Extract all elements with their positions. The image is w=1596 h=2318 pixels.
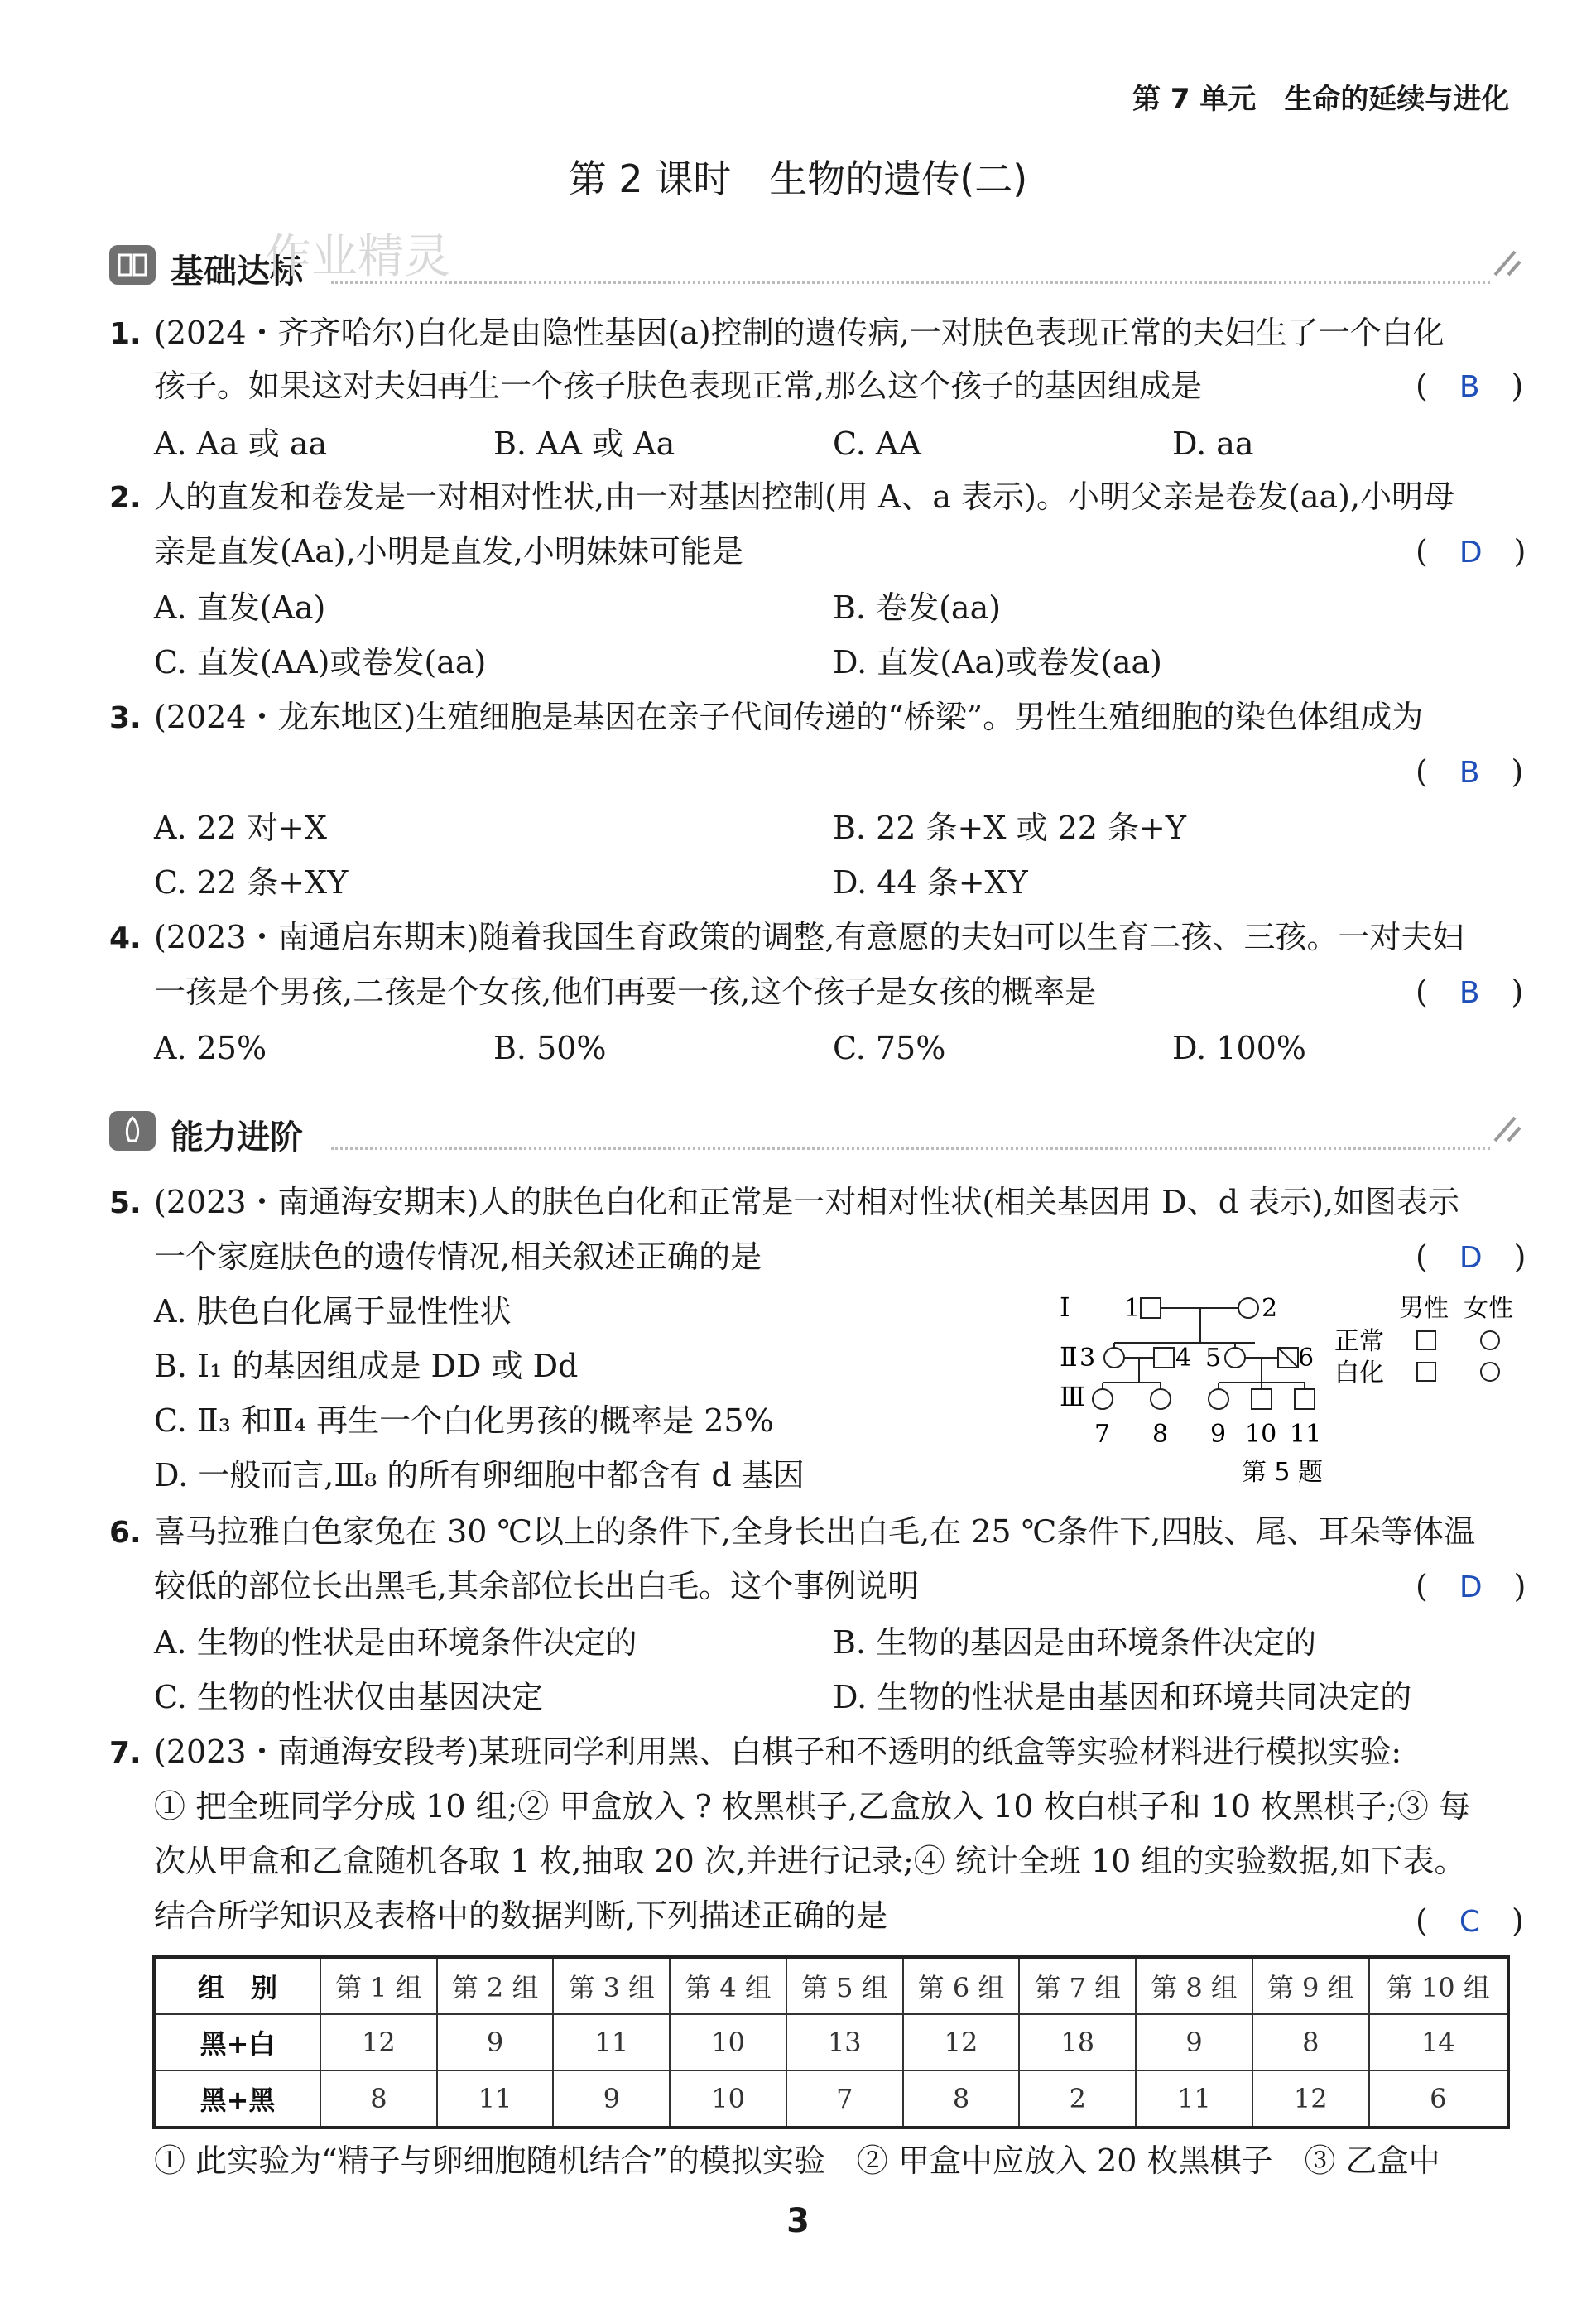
option: C. 22 条+XY xyxy=(154,864,349,901)
legend-male-label: 男性 xyxy=(1399,1294,1449,1323)
question-number: 3. xyxy=(109,701,142,735)
table-cell: 12 xyxy=(903,2014,1020,2070)
question-text: (2024・龙东地区)生殖细胞是基因在亲子代间传递的“桥梁”。男性生殖细胞的染色体组成为 xyxy=(154,699,1424,735)
member-2-normal-female xyxy=(1238,1298,1258,1318)
generation-label: Ⅱ xyxy=(1060,1341,1078,1373)
answer-bracket: ( C ) xyxy=(1416,1902,1524,1939)
table-cell: 11 xyxy=(553,2014,670,2070)
member-id: 11 xyxy=(1290,1420,1322,1449)
question-text: 一个家庭肤色的遗传情况,相关叙述正确的是 xyxy=(154,1238,762,1275)
table-header-cell: 第 3 组 xyxy=(553,1957,670,2014)
table-header-cell: 第 8 组 xyxy=(1136,1957,1252,2014)
book-icon xyxy=(109,245,156,285)
legend-female-label: 女性 xyxy=(1464,1294,1513,1323)
question-text: ① 把全班同学分成 10 组;② 甲盒放入 ? 枚黑棋子,乙盒放入 10 枚白棋子和 10 枚黑棋子;③ 每 xyxy=(154,1788,1470,1825)
legend-normal-label: 正常 xyxy=(1334,1327,1384,1356)
pedigree-chart xyxy=(1043,1283,1540,1490)
table-cell: 18 xyxy=(1019,2014,1136,2070)
question-text: (2023・南通海安期末)人的肤色白化和正常是一对相对性状(相关基因用 D、d 表示),如图表示 xyxy=(154,1184,1460,1220)
answer-bracket: ( B ) xyxy=(1416,368,1524,404)
member-id: 7 xyxy=(1094,1420,1111,1449)
pin-icon xyxy=(1490,245,1523,288)
member-4-normal-male xyxy=(1154,1348,1174,1368)
table-header-cell: 第 9 组 xyxy=(1252,1957,1369,2014)
question-number: 2. xyxy=(109,481,142,515)
table-header-cell: 第 5 组 xyxy=(786,1957,903,2014)
table-cell: 11 xyxy=(1136,2070,1252,2128)
answer-letter: B xyxy=(1459,756,1480,790)
member-id: 10 xyxy=(1245,1420,1277,1449)
member-id: 4 xyxy=(1175,1344,1192,1373)
option: A. 25% xyxy=(154,1030,267,1066)
table-cell: 14 xyxy=(1369,2014,1508,2070)
option: D. 一般而言,Ⅲ₈ 的所有卵细胞中都含有 d 基因 xyxy=(154,1457,805,1493)
legend-normal-male xyxy=(1417,1331,1435,1349)
answer-bracket: ( B ) xyxy=(1416,974,1524,1010)
option: C. AA xyxy=(833,426,921,462)
question-text: 人的直发和卷发是一对相对性状,由一对基因控制(用 A、a 表示)。小明父亲是卷发(aa),小明母 xyxy=(154,479,1455,515)
table-row-label: 黑+黑 xyxy=(154,2070,320,2128)
question-number: 7. xyxy=(109,1736,142,1770)
table-cell: 9 xyxy=(437,2014,554,2070)
table-row xyxy=(154,2070,1508,2128)
member-11-normal-male xyxy=(1295,1389,1315,1409)
option: B. 生物的基因是由环境条件决定的 xyxy=(833,1624,1317,1661)
page-title: 第 2 课时 生物的遗传(二) xyxy=(568,156,1028,201)
generation-label: Ⅲ xyxy=(1060,1381,1085,1412)
table-cell: 8 xyxy=(903,2070,1020,2128)
generation-label: Ⅰ xyxy=(1060,1291,1070,1323)
section-advanced-title: 能力进阶 xyxy=(171,1118,303,1157)
question-text: 孩子。如果这对夫妇再生一个孩子肤色表现正常,那么这个孩子的基因组成是 xyxy=(154,368,1203,404)
question-number: 5. xyxy=(109,1186,142,1220)
table-cell: 12 xyxy=(1252,2070,1369,2128)
option: D. 生物的性状是由基因和环境共同决定的 xyxy=(833,1679,1412,1715)
member-10-normal-male xyxy=(1252,1389,1272,1409)
member-7-normal-female xyxy=(1093,1389,1113,1409)
page-number: 3 xyxy=(786,2202,810,2240)
watermark: 作业精灵 xyxy=(265,230,450,284)
answer-letter: D xyxy=(1459,1241,1483,1275)
option: B. 22 条+X 或 22 条+Y xyxy=(833,810,1186,846)
table-cell: 9 xyxy=(553,2070,670,2128)
answer-letter: B xyxy=(1459,976,1480,1010)
table-cell: 7 xyxy=(786,2070,903,2128)
member-id: 3 xyxy=(1079,1344,1096,1373)
question-number: 4. xyxy=(109,921,142,955)
figure-caption: 第 5 题 xyxy=(1242,1458,1324,1487)
option: B. 50% xyxy=(493,1030,607,1066)
experiment-table xyxy=(152,1955,1510,2129)
option: C. 75% xyxy=(833,1030,946,1066)
option: A. 生物的性状是由环境条件决定的 xyxy=(154,1624,637,1661)
member-id: 2 xyxy=(1262,1294,1278,1323)
question-number: 1. xyxy=(109,317,142,351)
option: D. 直发(Aa)或卷发(aa) xyxy=(833,644,1162,680)
option: D. 100% xyxy=(1172,1030,1306,1066)
table-header-cell: 第 1 组 xyxy=(320,1957,437,2014)
legend-normal-female xyxy=(1481,1331,1499,1349)
option: A. 22 对+X xyxy=(154,810,327,846)
question-text: 较低的部位长出黑毛,其余部位长出白毛。这个事例说明 xyxy=(154,1568,920,1604)
option: D. aa xyxy=(1172,426,1254,462)
answer-bracket: ( D ) xyxy=(1416,1238,1526,1275)
question-text: (2023・南通启东期末)随着我国生育政策的调整,有意愿的夫妇可以生育二孩、三孩。一对夫妇 xyxy=(154,919,1464,955)
table-header-cell: 第 7 组 xyxy=(1019,1957,1136,2014)
member-1-normal-male xyxy=(1141,1298,1161,1318)
table-header-cell: 组 别 xyxy=(154,1957,320,2014)
member-id: 8 xyxy=(1152,1420,1169,1449)
option: B. AA 或 Aa xyxy=(493,426,675,462)
table-cell: 2 xyxy=(1019,2070,1136,2128)
legend-albino-female xyxy=(1481,1363,1499,1381)
member-3-normal-female xyxy=(1104,1348,1124,1368)
table-cell: 6 xyxy=(1369,2070,1508,2128)
rocket-icon xyxy=(109,1111,156,1151)
table-cell: 13 xyxy=(786,2014,903,2070)
answer-letter: D xyxy=(1459,536,1483,570)
table-cell: 10 xyxy=(670,2070,786,2128)
table-row-label: 黑+白 xyxy=(154,2014,320,2070)
question-text: 亲是直发(Aa),小明是直发,小明妹妹可能是 xyxy=(154,533,743,570)
section-divider xyxy=(331,281,1490,284)
table-row xyxy=(154,2014,1508,2070)
answer-letter: B xyxy=(1459,370,1480,404)
pin-icon xyxy=(1490,1111,1523,1154)
option: B. Ⅰ₁ 的基因组成是 DD 或 Dd xyxy=(154,1348,579,1384)
legend-albino-male xyxy=(1417,1363,1435,1381)
option: C. Ⅱ₃ 和Ⅱ₄ 再生一个白化男孩的概率是 25% xyxy=(154,1402,774,1439)
table-cell: 12 xyxy=(320,2014,437,2070)
option: B. 卷发(aa) xyxy=(833,589,1002,626)
answer-bracket: ( D ) xyxy=(1416,1568,1526,1604)
table-cell: 11 xyxy=(437,2070,554,2128)
question-text: 喜马拉雅白色家兔在 30 ℃以上的条件下,全身长出白毛,在 25 ℃条件下,四肢、尾、耳朵等体温 xyxy=(154,1513,1476,1550)
table-cell: 10 xyxy=(670,2014,786,2070)
option: A. 直发(Aa) xyxy=(154,589,326,626)
member-id: 1 xyxy=(1124,1294,1141,1323)
question-number: 6. xyxy=(109,1516,142,1550)
table-header-cell: 第 6 组 xyxy=(903,1957,1020,2014)
answer-letter: D xyxy=(1459,1570,1483,1604)
question-text: (2023・南通海安段考)某班同学利用黑、白棋子和不透明的纸盒等实验材料进行模拟实验: xyxy=(154,1734,1402,1770)
table-header-cell: 第 2 组 xyxy=(437,1957,554,2014)
unit-header: 第 7 单元 生命的延续与进化 xyxy=(1132,83,1510,116)
member-id: 9 xyxy=(1210,1420,1227,1449)
table-cell: 8 xyxy=(320,2070,437,2128)
option: A. 肤色白化属于显性性状 xyxy=(154,1293,512,1330)
member-5-normal-female xyxy=(1225,1348,1245,1368)
legend-albino-label: 白化 xyxy=(1334,1359,1384,1387)
table-cell: 8 xyxy=(1252,2014,1369,2070)
option: A. Aa 或 aa xyxy=(154,426,328,462)
table-cell: 9 xyxy=(1136,2014,1252,2070)
member-id: 6 xyxy=(1298,1344,1315,1373)
option: D. 44 条+XY xyxy=(833,864,1028,901)
table-header-cell: 第 10 组 xyxy=(1369,1957,1508,2014)
section-basic-title: 基础达标 xyxy=(171,252,303,291)
table-header-cell: 第 4 组 xyxy=(670,1957,786,2014)
option: C. 生物的性状仅由基因决定 xyxy=(154,1679,543,1715)
option: C. 直发(AA)或卷发(aa) xyxy=(154,644,487,680)
table-header-row xyxy=(154,1957,1508,2014)
answer-bracket: ( B ) xyxy=(1416,753,1524,790)
section-divider xyxy=(331,1147,1490,1150)
member-9-normal-female xyxy=(1209,1389,1228,1409)
statement-list: ① 此实验为“精子与卵细胞随机结合”的模拟实验 ② 甲盒中应放入 20 枚黑棋子 ③ 乙盒中 xyxy=(154,2142,1440,2179)
answer-bracket: ( D ) xyxy=(1416,533,1526,570)
question-text: (2024・齐齐哈尔)白化是由隐性基因(a)控制的遗传病,一对肤色表现正常的夫妇生了一个白化 xyxy=(154,315,1445,351)
member-id: 5 xyxy=(1205,1344,1222,1373)
answer-letter: C xyxy=(1459,1905,1480,1939)
question-text: 一孩是个男孩,二孩是个女孩,他们再要一孩,这个孩子是女孩的概率是 xyxy=(154,974,1097,1010)
member-8-normal-female xyxy=(1151,1389,1171,1409)
question-text: 次从甲盒和乙盒随机各取 1 枚,抽取 20 次,并进行记录;④ 统计全班 10 组的实验数据,如下表。 xyxy=(154,1843,1466,1879)
question-text: 结合所学知识及表格中的数据判断,下列描述正确的是 xyxy=(154,1897,888,1934)
